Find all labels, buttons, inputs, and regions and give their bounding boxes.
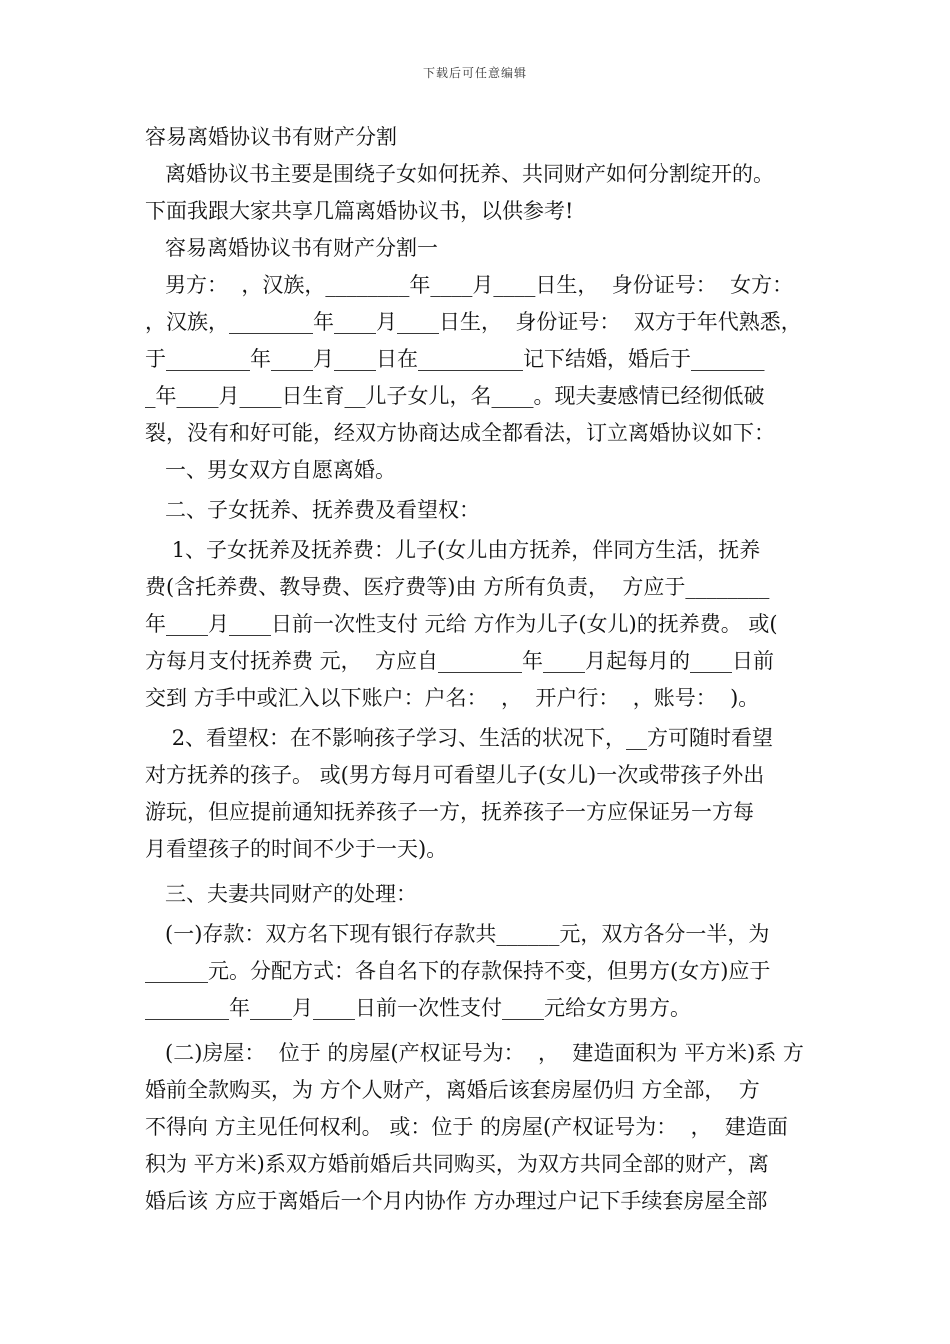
paragraph-line: 于________年____月____日在__________记下结婚，婚后于_______ [145, 347, 765, 371]
intro-line: 离婚协议书主要是围绕子女如何抚养、共同财产如何分割绽开的。 [145, 162, 775, 186]
paragraph-line: (二)房屋： 位于 的房屋(产权证号为： ， 建造面积为 平方米)系 方 [145, 1041, 804, 1065]
paragraph-line: 对方抚养的孩子。 或(男方每月可看望儿子(女儿)一次或带孩子外出 [145, 763, 765, 787]
paragraph-line: 婚后该 方应于离婚后一个月内协作 方办理过户记下手续套房屋全部 [145, 1189, 768, 1213]
paragraph-line: 1、子女抚养及抚养费：儿子(女儿由方抚养，伴同方生活，抚养 [145, 538, 761, 562]
paragraph-line: 月看望孩子的时间不少于一天)。 [145, 837, 448, 861]
page-header: 下载后可任意编辑 [422, 66, 527, 80]
paragraph-line: 费(含托养费、教导费、医疗费等)由 方所有负责， 方应于________ [145, 575, 770, 599]
paragraph-line: (一)存款：双方名下现有银行存款共______元，双方各分一半，为 [145, 922, 770, 946]
paragraph-line: 年____月____日前一次性支付 元给 方作为儿子(女儿)的抚养费。 或( [145, 612, 778, 636]
paragraph-line: ，汉族，________年____月____日生， 身份证号： 双方于年代熟悉， [145, 310, 802, 334]
document-body [145, 119, 815, 1220]
paragraph-line: ________年____月____日前一次性支付____元给女方男方。 [145, 996, 691, 1020]
section-title: 容易离婚协议书有财产分割一 [145, 236, 439, 260]
intro-line: 下面我跟大家共享几篇离婚协议书，以供参考! [145, 199, 574, 223]
clause-heading: 三、夫妻共同财产的处理： [145, 882, 418, 906]
paragraph-line: 游玩，但应提前通知抚养孩子一方，抚养孩子一方应保证另一方每 [145, 800, 754, 824]
paragraph-line: 积为 平方米)系双方婚前婚后共同购买，为双方共同全部的财产，离 [145, 1152, 769, 1176]
paragraph-line: 裂，没有和好可能，经双方协商达成全都看法，订立离婚协议如下： [145, 421, 775, 445]
clause-heading: 一、男女双方自愿离婚。 [145, 458, 397, 482]
paragraph-line: 交到 方手中或汇入以下账户：户名： ， 开户行： ，账号： )。 [145, 686, 760, 710]
paragraph-line: 方每月支付抚养费 元， 方应自________年____月起每月的____日前 [145, 649, 775, 673]
document-title: 容易离婚协议书有财产分割 [145, 125, 397, 149]
paragraph-line: 2、看望权：在不影响孩子学习、生活的状况下，__方可随时看望 [145, 726, 774, 750]
paragraph-line: 男方： ，汉族，________年____月____日生， 身份证号： 女方： [145, 273, 794, 297]
paragraph-line: 不得向 方主见任何权利。 或：位于 的房屋(产权证号为： ， 建造面 [145, 1115, 788, 1139]
paragraph-line: 婚前全款购买，为 方个人财产，离婚后该套房屋仍归 方全部， 方 [145, 1078, 760, 1102]
paragraph-line: _年____月____日生育__儿子女儿，名____。现夫妻感情已经彻低破 [145, 384, 765, 408]
paragraph-line: ______元。分配方式：各自名下的存款保持不变，但男方(女方)应于 [145, 959, 771, 983]
clause-heading: 二、子女抚养、抚养费及看望权： [145, 498, 481, 522]
